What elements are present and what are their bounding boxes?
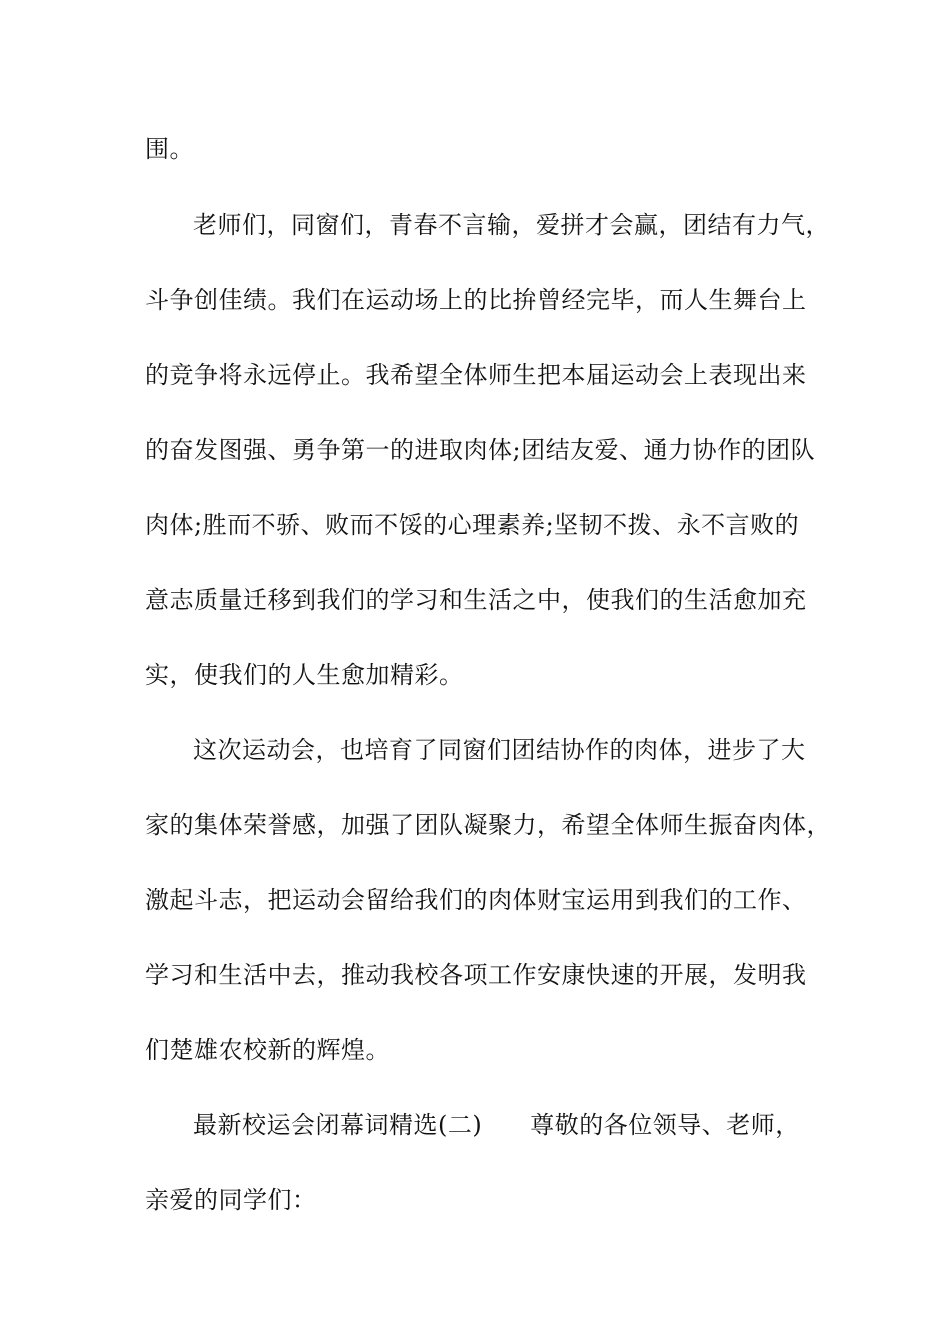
paragraph-1-line-1: 围。: [145, 135, 194, 163]
salutation-start: 尊敬的各位领导、老师，: [530, 1111, 800, 1139]
paragraph-3-line-4: 学习和生活中去，推动我校各项工作安康快速的开展，发明我: [145, 961, 807, 989]
paragraph-3-line-1: 这次运动会，也培育了同窗们团结协作的肉体，进步了大: [193, 736, 806, 764]
section-heading: 最新校运会闭幕词精选(二): [193, 1111, 483, 1139]
paragraph-2-line-4: 的奋发图强、勇争第一的进取肉体;团结友爱、通力协作的团队: [145, 436, 816, 464]
paragraph-3-line-2: 家的集体荣誉感，加强了团队凝聚力，希望全体师生振奋肉体，: [145, 811, 831, 839]
section-heading-line: [193, 1110, 800, 1140]
paragraph-2-line-6: 意志质量迁移到我们的学习和生活之中，使我们的生活愈加充: [145, 586, 807, 614]
paragraph-2-line-1: 老师们，同窗们，青春不言输，爱拼才会赢，团结有力气，: [193, 211, 830, 239]
paragraph-2-line-7: 实，使我们的人生愈加精彩。: [145, 661, 464, 689]
paragraph-2-line-3: 的竞争将永远停止。我希望全体师生把本届运动会上表现出来: [145, 361, 807, 389]
paragraph-3-line-3: 激起斗志，把运动会留给我们的肉体财宝运用到我们的工作、: [145, 886, 807, 914]
salutation-line-2: 亲爱的同学们：: [145, 1186, 317, 1214]
paragraph-2-line-5: 肉体;胜而不骄、败而不馁的心理素养;坚韧不拨、永不言败的: [145, 511, 800, 539]
paragraph-3-line-5: 们楚雄农校新的辉煌。: [145, 1036, 390, 1064]
paragraph-2-line-2: 斗争创佳绩。我们在运动场上的比拚曾经完毕，而人生舞台上: [145, 286, 807, 314]
